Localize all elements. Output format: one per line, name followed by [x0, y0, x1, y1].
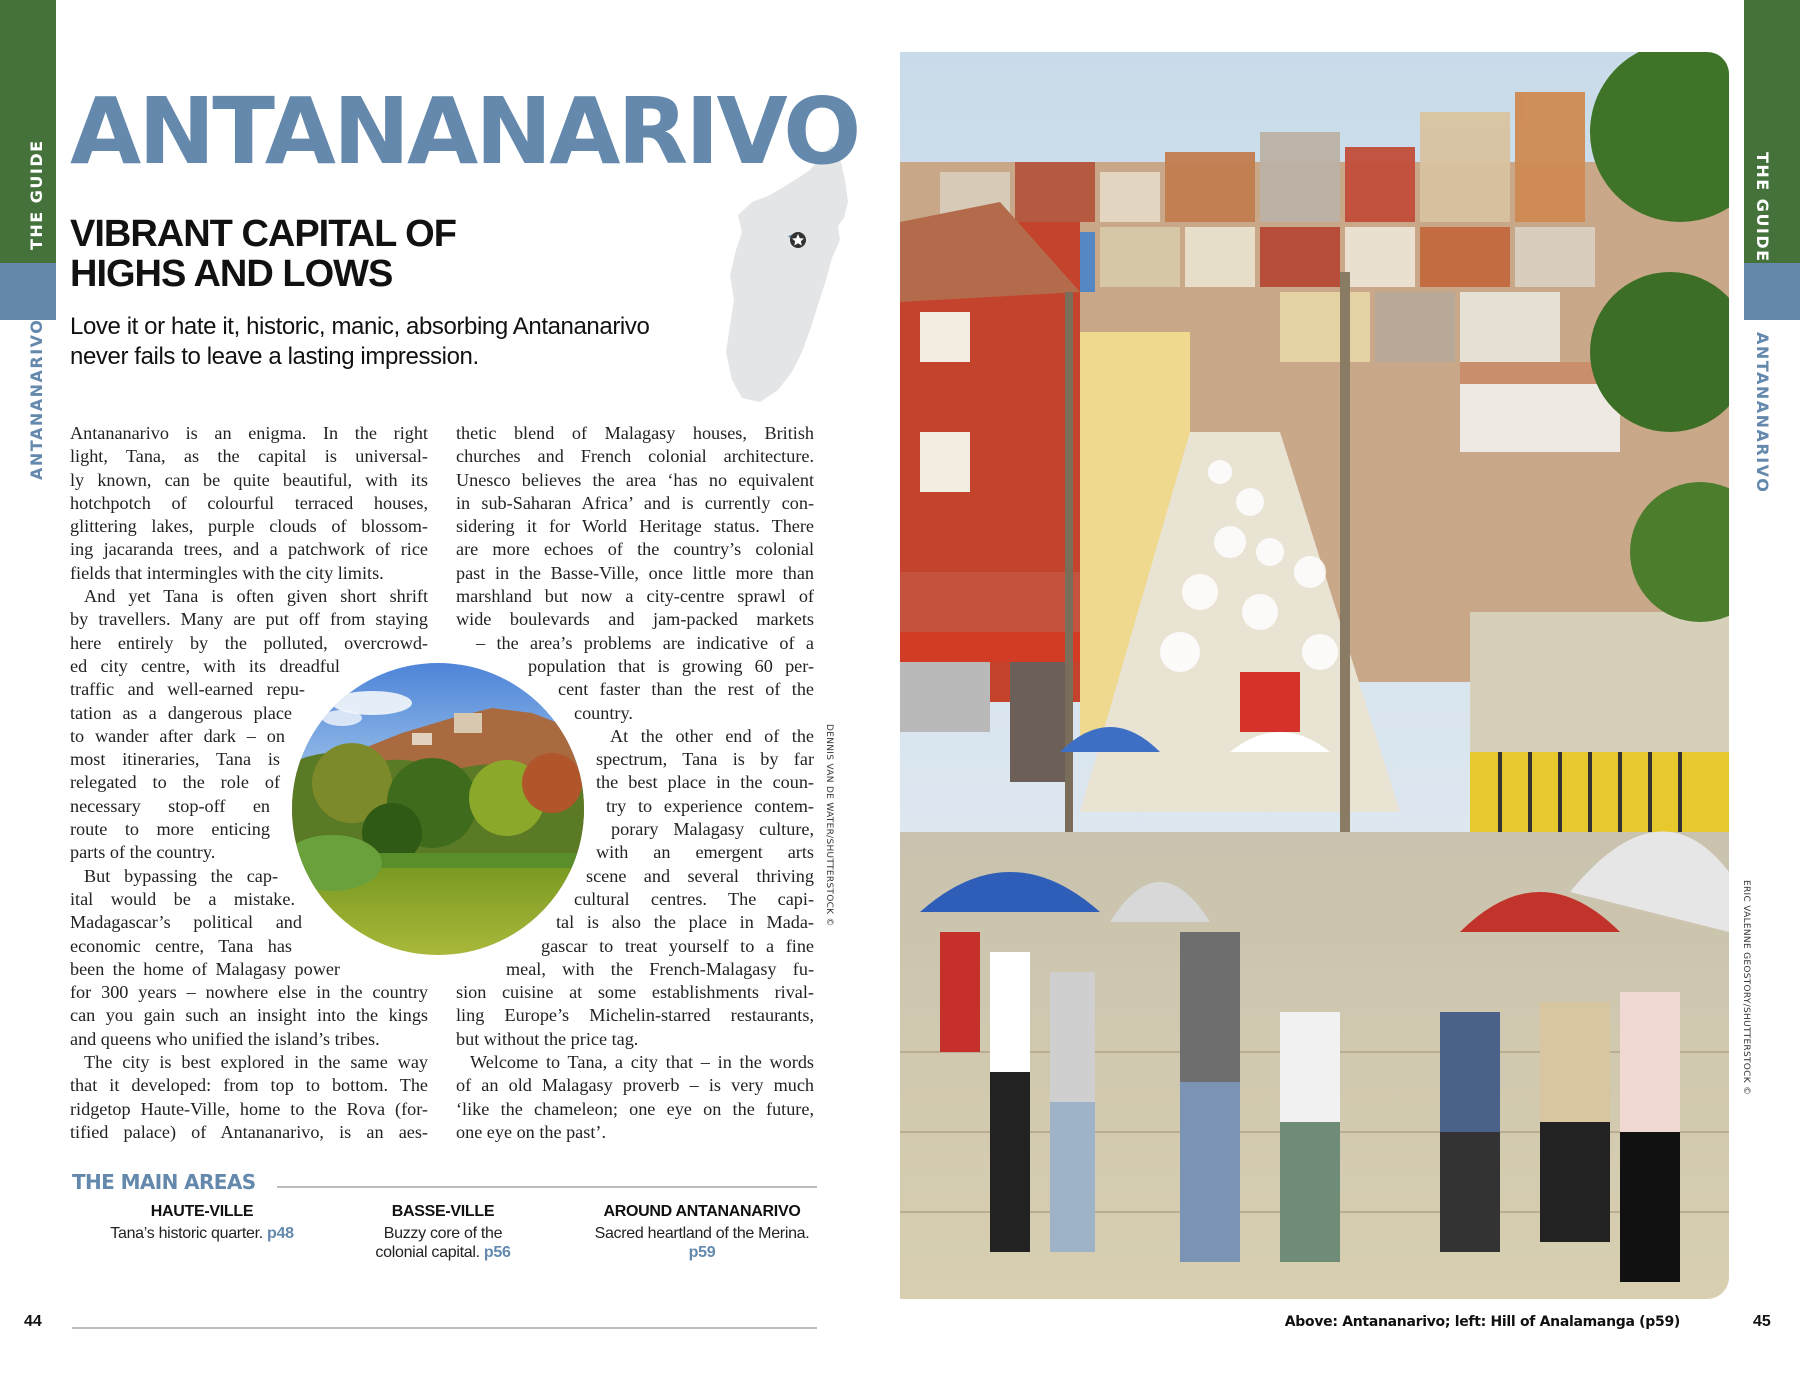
area-desc: Buzzy core of the colonial capital. p56	[375, 1225, 511, 1261]
body-line: fields that intermingles with the city limits.	[70, 562, 384, 583]
body-line: the best place in the coun-	[596, 772, 814, 793]
body-line: tal is also the place in Mada-	[556, 912, 814, 933]
body-line: And yet Tana is often given short shrift	[84, 586, 428, 607]
body-line: porary Malagasy culture,	[611, 819, 814, 840]
page-title: ANTANANARIVO	[70, 78, 859, 185]
body-line: gascar to treat yourself to a fine	[541, 935, 814, 956]
body-line: try to experience contem-	[606, 795, 814, 816]
big-photo-credit: ERIC VALENNE GEOSTORY/SHUTTERSTOCK ©	[1741, 880, 1751, 1096]
body-line: economic centre, Tana has	[70, 935, 292, 956]
circle-photo-credit: DENNIS VAN DE WATER/SHUTTERSTOCK ©	[824, 724, 834, 927]
footer-divider	[72, 1327, 817, 1329]
area-haute-ville	[72, 1203, 332, 1243]
body-line: Welcome to Tana, a city that – in the words	[470, 1052, 814, 1073]
area-around-antananarivo	[572, 1203, 832, 1262]
body-line: ‘like the chameleon; one eye on the future,	[456, 1098, 814, 1119]
chapter-label-right: ANTANANARIVO	[1753, 332, 1772, 494]
body-line: cent faster than the rest of the	[558, 679, 814, 700]
photo-caption: Above: Antananarivo; left: Hill of Analamanga (p59)	[1284, 1314, 1680, 1330]
body-line: parts of the country.	[70, 842, 216, 863]
body-line: route to more enticing	[70, 819, 270, 840]
body-line: ed city centre, with its dreadful	[70, 655, 340, 676]
body-line: At the other end of the	[610, 725, 814, 746]
body-line: spectrum, Tana is by far	[596, 749, 814, 770]
body-line: traffic and well-earned repu-	[70, 679, 305, 700]
body-line: most itineraries, Tana is	[70, 749, 280, 770]
intro-line: never fails to leave a lasting impression.	[70, 343, 479, 370]
body-line: meal, with the French-Malagasy fu-	[506, 958, 814, 979]
body-line: by travellers. Many are put off from staying	[70, 609, 428, 630]
body-line: to wander after dark – on	[70, 725, 285, 746]
body-line: hotchpotch of colourful terraced houses,	[70, 492, 428, 513]
body-line: cultural centres. The capi-	[574, 888, 814, 909]
main-areas-heading: THE MAIN AREAS	[72, 1170, 256, 1194]
chapter-tab-right	[1744, 263, 1800, 320]
area-name: HAUTE-VILLE	[150, 1203, 254, 1220]
body-line: ing jacaranda trees, and a patchwork of rice	[70, 539, 428, 560]
subtitle-line: VIBRANT CAPITAL OF	[70, 213, 456, 255]
body-line: sion cuisine at some establishments rival-	[456, 982, 814, 1003]
body-line: necessary stop-off en	[70, 795, 270, 816]
body-line: ridgetop Haute-Ville, home to the Rova (for-	[70, 1098, 428, 1119]
body-line: with an emergent arts	[596, 842, 814, 863]
body-line: ly known, can be quite beautiful, with its	[70, 469, 428, 490]
page-link-p59[interactable]: p59	[688, 1244, 716, 1261]
body-line: tified palace) of Antananarivo, is an aes-	[70, 1121, 428, 1142]
body-line: country.	[574, 702, 633, 723]
body-line: relegated to the role of	[70, 772, 280, 793]
subtitle-line: HIGHS AND LOWS	[70, 253, 393, 295]
body-line: But bypassing the cap-	[84, 865, 278, 886]
hill-of-analamanga-photo	[292, 663, 584, 955]
antananarivo-market-photo	[900, 52, 1729, 1299]
body-line: Madagascar’s political and	[70, 912, 302, 933]
intro-text	[70, 312, 710, 372]
body-line: but without the price tag.	[456, 1028, 639, 1049]
body-line: population that is growing 60 per-	[528, 655, 814, 676]
section-label-right: THE GUIDE	[1753, 152, 1772, 263]
body-line: sidering it for World Heritage status. There	[456, 516, 814, 537]
page-subtitle	[70, 214, 590, 294]
body-line: Antananarivo is an enigma. In the right	[70, 423, 428, 443]
body-line: past in the Basse-Ville, once little more than	[456, 562, 814, 583]
divider	[277, 1186, 817, 1188]
area-name: AROUND ANTANANARIVO	[603, 1203, 801, 1220]
body-line: marshland but now a city-centre sprawl of	[456, 586, 814, 607]
body-line: thetic blend of Malagasy houses, British	[456, 423, 814, 443]
page-link-p56[interactable]: p56	[483, 1244, 511, 1261]
body-line: been the home of Malagasy power	[70, 958, 340, 979]
chapter-label-left: ANTANANARIVO	[27, 318, 46, 480]
body-line: tation as a dangerous place	[70, 702, 292, 723]
area-name: BASSE-VILLE	[391, 1203, 495, 1220]
area-desc: Sacred heartland of the Merina. p59	[594, 1225, 810, 1261]
chapter-tab-left	[0, 263, 56, 320]
body-line: in sub-Saharan Africa’ and is currently con-	[456, 492, 814, 513]
body-line: glittering lakes, purple clouds of blossom-	[70, 516, 428, 537]
body-line: Unesco believes the area ‘has no equivalent	[456, 469, 814, 490]
body-line: of an old Malagasy proverb – is very much	[456, 1075, 814, 1096]
body-line: The city is best explored in the same way	[84, 1052, 428, 1073]
body-line: here entirely by the polluted, overcrowd-	[70, 632, 428, 653]
section-label-left: THE GUIDE	[27, 139, 46, 250]
body-line: wide boulevards and jam-packed markets	[456, 609, 814, 630]
body-line: that it developed: from top to bottom. The	[70, 1075, 428, 1096]
body-line: ital would be a mistake.	[70, 888, 295, 909]
body-line: one eye on the past’.	[456, 1121, 606, 1142]
body-line: for 300 years – nowhere else in the country	[70, 982, 428, 1003]
body-line: and queens who unified the island’s tribes.	[70, 1028, 380, 1049]
body-line: are more echoes of the country’s colonial	[456, 539, 814, 560]
page-link-p48[interactable]: p48	[267, 1225, 294, 1242]
body-line: light, Tana, as the capital is universal-	[70, 446, 428, 467]
area-desc: Tana’s historic quarter. p48	[110, 1225, 294, 1242]
area-basse-ville	[313, 1203, 573, 1262]
body-line: churches and French colonial architecture.	[456, 446, 814, 467]
page-number-left: 44	[24, 1313, 42, 1330]
intro-line: Love it or hate it, historic, manic, absorbing Antananarivo	[70, 313, 650, 340]
body-line: ling Europe’s Michelin-starred restaurants,	[456, 1005, 814, 1026]
body-line: – the area’s problems are indicative of a	[476, 632, 814, 653]
body-line: can you gain such an insight into the kings	[70, 1005, 428, 1026]
page-number-right: 45	[1753, 1313, 1771, 1330]
body-line: scene and several thriving	[586, 865, 814, 886]
